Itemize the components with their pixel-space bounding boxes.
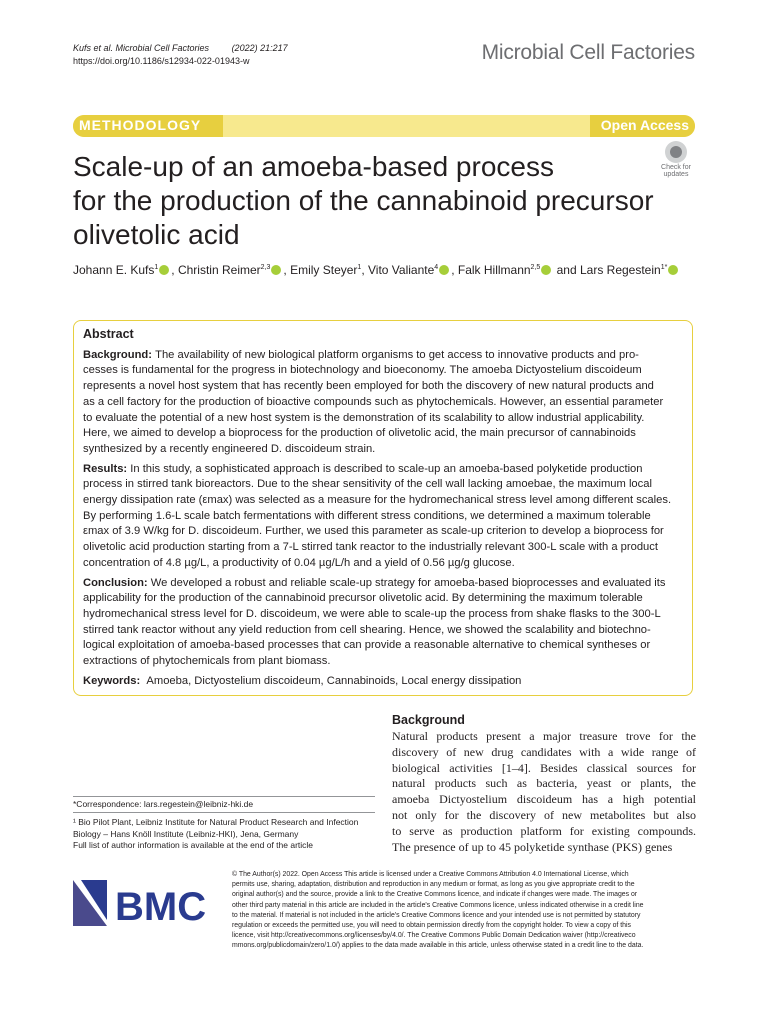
author-name[interactable]: Johann E. Kufs <box>73 263 155 277</box>
orcid-icon[interactable] <box>668 265 678 275</box>
divider <box>73 796 375 797</box>
abstract-background: Background: The availability of new biological platform organisms to get access to innovative products and pro- cesses is fundamental for the progress in biotechnology and bioeconomy. The amoeba Dictyostelium discoideum represents a novel host system that has recently been employed for both the discovery of new natural products and as a cell factory for the production of bioactive compounds such as phytochemicals. However, an essential parameter to evaluate the potential of a new host system is the demonstration of its scalability to allow industrial applicability. Here, we aimed to develop a bioprocess for the production of olivetolic acid, the main precursor of cannabinoids synthesized by a recently engineered D. discoideum strain. <box>83 348 664 455</box>
doi-link[interactable]: https://doi.org/10.1186/s12934-022-01943-w <box>73 56 250 66</box>
check-updates-label: Check for updates <box>661 164 691 178</box>
abstract-box <box>73 320 693 696</box>
abstract-conclusion: Conclusion: We developed a robust and reliable scale-up strategy for amoeba-based bioprocesses and evaluated its applicability for the production of the cannabinoid precursor olivetolic acid. By determining the maximum tolerable hydromechanical stress level for D. discoideum, we were able to scale-up the process from shake flasks to the 300-L stirred tank reactor without any yield reduction from cell shearing. Hence, we showed the scalability and biotechno- logical exploitation of amoeba-based processes that can provide a reasonable alternative to chemical syntheses or extractions of phytochemicals from plant biomass. <box>83 576 666 668</box>
article-type-label: METHODOLOGY <box>79 117 202 133</box>
abstract-results: Results: In this study, a sophisticated approach is described to scale-up an amoeba-based polyketide production process in stirred tank bioreactors. Due to the shear sensitivity of the cell wall lacking amoebae, the maximum local energy dissipation rate (εmax) was selected as a measure for the hydromechanical stress level among different scales. By performing 1.6-L scale batch fermentations with different stress conditions, we determined a maximum tolerable εmax of 3.9 W/kg for D. discoideum. Further, we used this parameter as scale-up criterion to develop a bioprocess for olivetolic acid production starting from a 7-L stirred tank reactor to the industrially relevant 300-L scale with a product concentration of 4.8 µg/L, a productivity of 0.04 µg/L/h and a yield of 0.56 µg/g glucose. <box>83 462 672 569</box>
citation-year: (2022) 21:217 <box>231 43 288 53</box>
background-paragraph: Natural products present a major treasure trove for the discovery of new drug candidates with a wide range of biological activities [1–4]. Besides classical sources for natural products such as bacteria, yeast or plants, the amoeba Dictyostelium discoideum has a high potential not only for the discovery of new metabolites but also to serve as production platform for existing compounds. The presence of up to 45 polyketide synthase (PKS) genes <box>392 729 696 854</box>
affiliation-note: ¹ Bio Pilot Plant, Leibniz Institute for Natural Product Research and Infection Biology – Hans Knöll Institute (Leibniz-HKI), Jena, Germany Full list of author information is available at the end of the article <box>73 817 359 850</box>
check-updates-icon <box>665 141 687 163</box>
keywords-value: Amoeba, Dictyostelium discoideum, Cannabinoids, Local energy dissipation <box>146 674 522 687</box>
orcid-icon[interactable] <box>541 265 551 275</box>
author-affiliation: 1 <box>357 264 362 271</box>
author-name[interactable]: Emily Steyer <box>290 263 358 277</box>
author-affiliation: 4 <box>434 264 439 271</box>
background-label: Background: <box>83 348 152 361</box>
author-affiliation: 2,5 <box>530 264 541 271</box>
orcid-icon[interactable] <box>271 265 281 275</box>
author-name[interactable]: Falk Hillmann <box>457 263 531 277</box>
title-line: Scale-up of an amoeba-based process <box>73 151 554 182</box>
author-affiliation: 1 <box>154 264 159 271</box>
bmc-logo-icon <box>73 876 213 930</box>
abstract-keywords <box>83 674 683 690</box>
author-name[interactable]: Vito Valiante <box>368 263 435 277</box>
author-name[interactable]: Lars Regestein <box>579 263 661 277</box>
article-type-band <box>73 115 695 137</box>
correspondence[interactable]: *Correspondence: lars.regestein@leibniz-hki.de <box>73 799 254 809</box>
author-name[interactable]: Christin Reimer <box>177 263 261 277</box>
article-title <box>73 150 713 252</box>
abstract-heading: Abstract <box>83 327 134 341</box>
orcid-icon[interactable] <box>159 265 169 275</box>
citation-block <box>73 42 288 68</box>
orcid-icon[interactable] <box>439 265 449 275</box>
section-heading-background: Background <box>392 713 465 727</box>
conclusion-label: Conclusion: <box>83 576 148 589</box>
divider <box>73 812 375 813</box>
license-text: © The Author(s) 2022. Open Access This article is licensed under a Creative Commons Attribution 4.0 International License, which permits use, sharing, adaptation, distribution and reproduction in any medium or format, as long as you give appropriate credit to the original author(s) and the source, provide a link to the Creative Commons licence, and indicate if changes were made. The images or other third party material in this article are included in the article's Creative Commons licence, unless indicated otherwise in a credit line to the material. If material is not included in the article's Creative Commons licence and your intended use is not permitted by statutory regulation or exceeds the permitted use, you will need to obtain permission directly from the copyright holder. To view a copy of this licence, visit http://creativecommons.org/licenses/by/4.0/. The Creative Commons Public Domain Dedication waiver (http://creativeco mmons.org/publicdomain/zero/1.0/) applies to the data made available in this article, unless otherwise stated in a credit line to the data. <box>232 871 644 950</box>
title-line: for the production of the cannabinoid precursor <box>73 185 654 216</box>
bmc-logo <box>73 876 213 930</box>
keywords-label: Keywords: <box>83 674 141 687</box>
title-line: olivetolic acid <box>73 219 240 250</box>
author-affiliation: 1* <box>660 264 668 271</box>
author-list: Johann E. Kufs$^1$ , Christin Reimer$^{2,3}$ , Emily Steyer$^1$, Vito Valiante$^4$ , Falk Hillmann$^{2,5}$ and Lars Regestein$^{1*}$ <box>73 263 713 277</box>
journal-name: Microbial Cell Factories <box>481 41 695 64</box>
results-label: Results: <box>83 462 128 475</box>
check-for-updates-button[interactable] <box>654 141 698 179</box>
citation-authors: Kufs et al. Microbial Cell Factories <box>73 43 210 53</box>
author-affiliation: 2,3 <box>260 264 271 271</box>
bmc-logo-text: BMC <box>115 885 207 929</box>
open-access-label: Open Access <box>600 117 689 133</box>
